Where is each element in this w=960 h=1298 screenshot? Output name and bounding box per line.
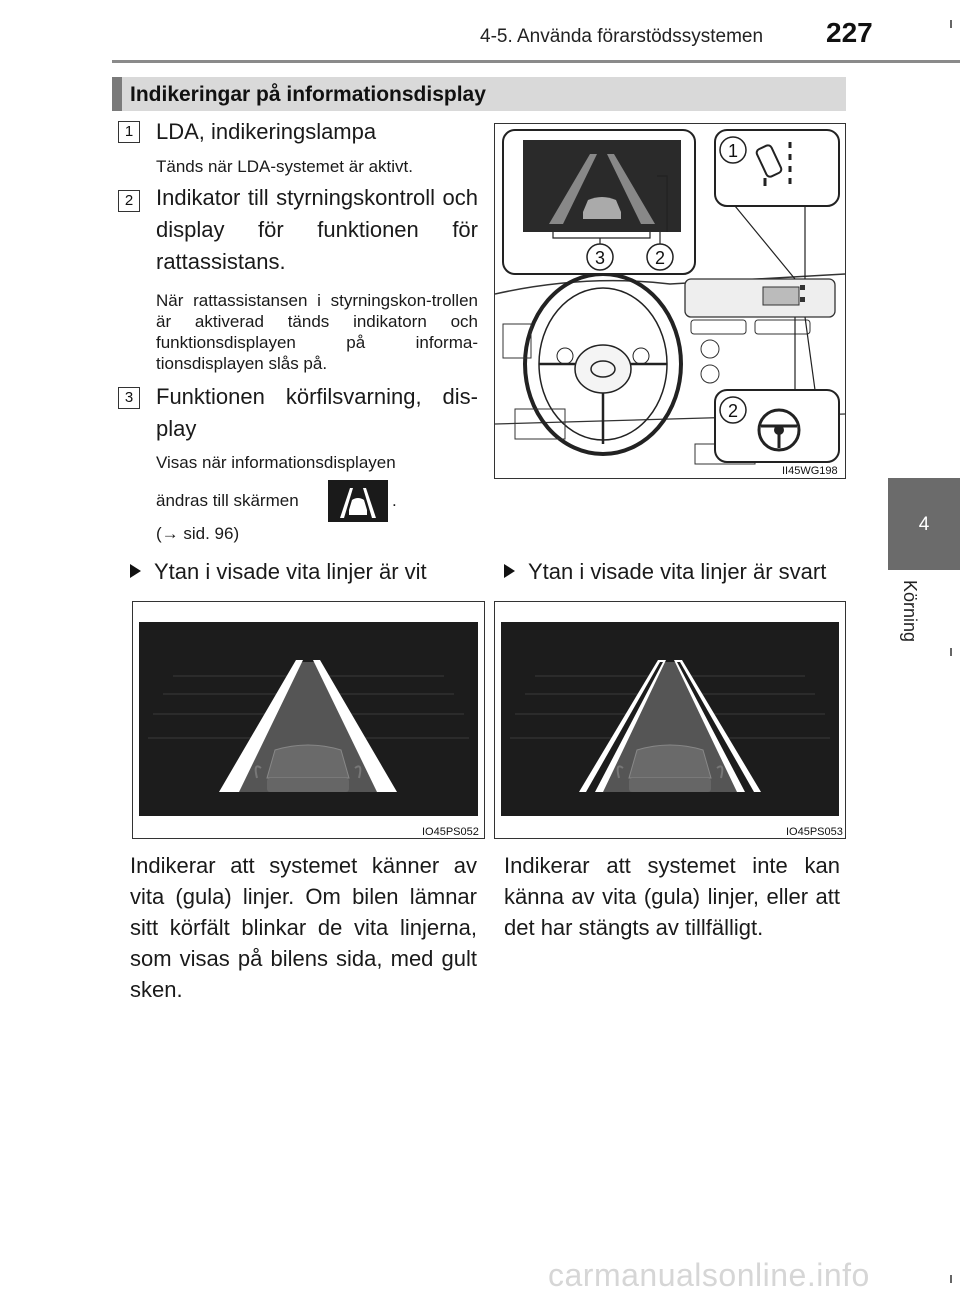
section-heading: Indikeringar på informationsdisplay [130, 83, 486, 106]
figure-code: II45WG198 [782, 465, 838, 477]
edge-tick [950, 1275, 952, 1283]
chapter-number: 4 [918, 514, 930, 535]
description-period: . [392, 491, 397, 510]
chapter-label: Körning [900, 580, 920, 643]
image-code: IO45PS052 [422, 826, 479, 838]
item-number-badge: 1 [118, 121, 140, 143]
lane-departure-screen-icon [328, 480, 388, 522]
svg-text:2: 2 [654, 248, 666, 268]
image-code: IO45PS053 [786, 826, 843, 838]
item-description: Tänds när LDA-systemet är aktivt. [156, 157, 413, 176]
section-heading-accent [112, 77, 122, 111]
lane-display-black [495, 602, 845, 838]
dashboard-illustration [495, 124, 845, 478]
chapter-label-wrap [882, 580, 942, 670]
item-number-badge: 2 [118, 190, 140, 212]
comparison-heading: Ytan i visade vita linjer är vit [154, 559, 427, 584]
comparison-heading: Ytan i visade vita linjer är svart [528, 559, 827, 584]
comparison-explanation: Indikerar att systemet känner av vita (gula) linjer. Om bilen lämnar sitt körfält blinkar de vita linjerna, som visas på bilens sida, med gult sken. [130, 853, 477, 1002]
svg-text:2: 2 [727, 401, 739, 421]
bullet-triangle-icon [130, 564, 141, 578]
dashboard-figure [494, 123, 846, 479]
comparison-explanation: Indikerar att systemet inte kan känna av vita (gula) linjer, eller att det har stängts av tillfälligt. [504, 853, 840, 940]
page-reference: (→ sid. 96) [156, 524, 240, 543]
item-title: Funktionen körfilsvarning, dis-play [156, 384, 478, 441]
svg-text:1: 1 [727, 141, 739, 161]
lane-car-icon [328, 480, 388, 522]
watermark: carmanualsonline.info [548, 1257, 870, 1293]
item-title: Indikator till styrningskontroll och display för funktionen för rattassistans. [156, 185, 478, 274]
edge-tick [950, 20, 952, 28]
header-rule [112, 60, 960, 63]
item-number-badge: 3 [118, 387, 140, 409]
item-description-line: ändras till skärmen [156, 491, 299, 510]
edge-tick [950, 648, 952, 656]
item-title: LDA, indikeringslampa [156, 119, 377, 144]
bullet-triangle-icon [504, 564, 515, 578]
item-description: När rattassistansen i styrningskon-trollen är aktiverad tänds indikatorn och funktionsdisplayen på informa-tionsdisplayen slås på. [156, 291, 478, 373]
svg-text:3: 3 [594, 248, 606, 268]
lane-display-white [133, 602, 484, 838]
page-number: 227 [826, 17, 873, 48]
display-image-white-lines [132, 601, 485, 839]
item-description-line: Visas när informationsdisplayen [156, 453, 396, 472]
chapter-section-title: 4-5. Använda förarstödssystemen [480, 26, 764, 47]
display-image-black-lines [494, 601, 846, 839]
